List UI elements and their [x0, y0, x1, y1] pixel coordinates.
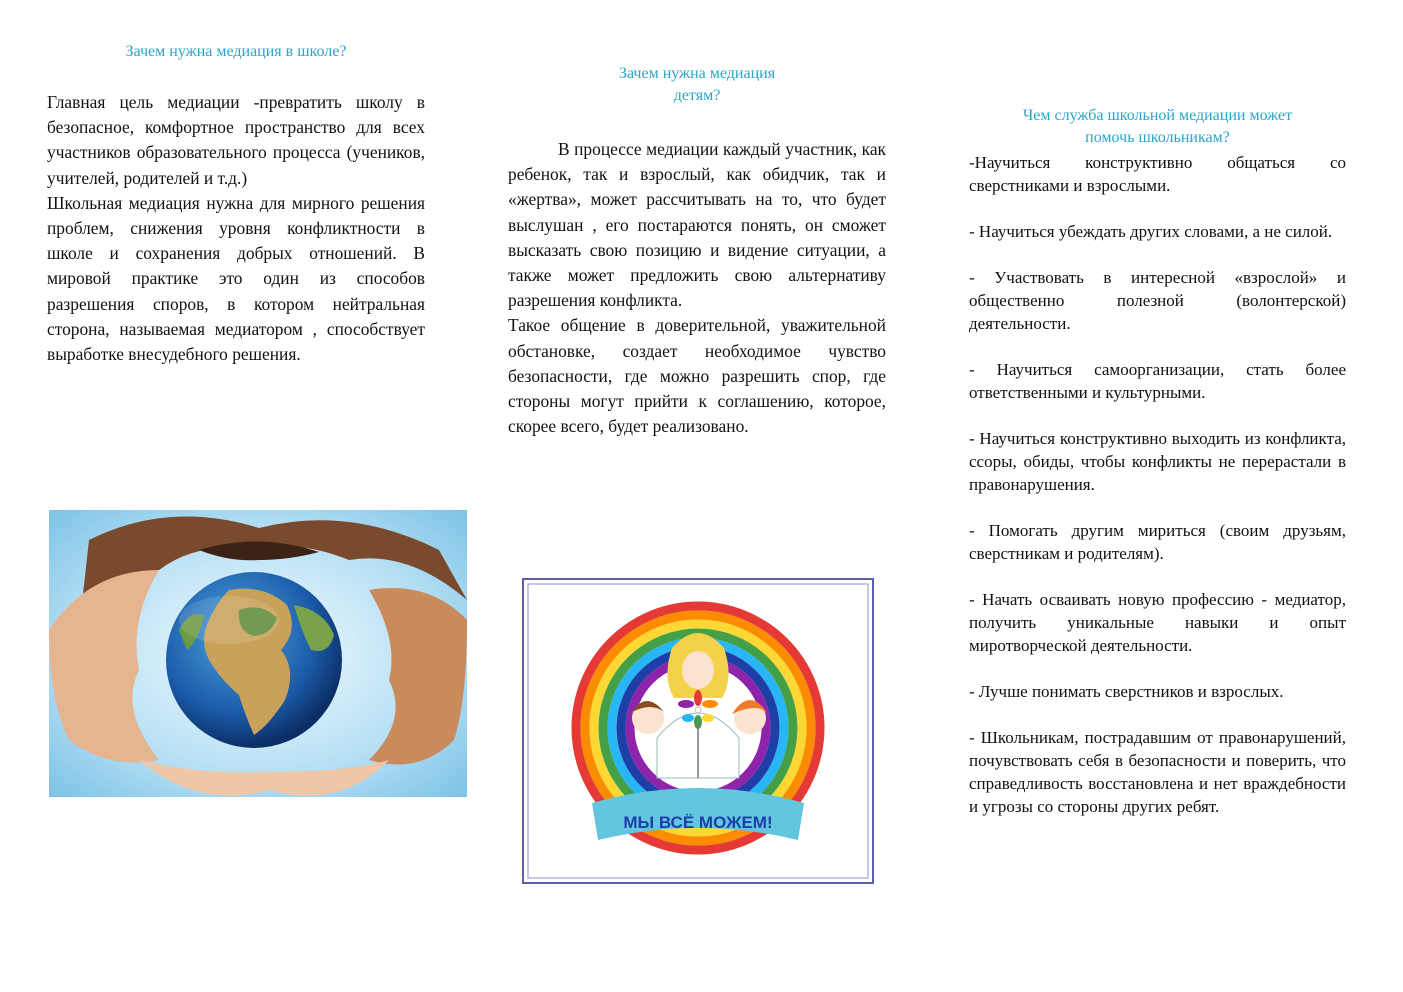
list-item: - Помогать другим мириться (своим друзьям, сверстникам и родителям). [969, 521, 1346, 563]
list-item: - Научиться убеждать других словами, а не силой. [969, 222, 1333, 241]
column-1-paragraph-1: Главная цель медиации -превратить школу в безопасное, комфортное пространство для всех участников образовательного процесса (учеников, учителей, родителей и т.д.) [47, 92, 425, 188]
benefits-list [969, 151, 1346, 818]
column-2-paragraph-2: Такое общение в доверительной, уважительной обстановке, создает необходимое чувство безопасности, где можно разрешить спор, где стороны могут прийти к соглашению, которое, скорее всего, будет реализовано. [508, 315, 886, 437]
column-2-heading-line-2: детям? [673, 87, 721, 104]
list-item: - Участвовать в интересной «взрослой» и общественно полезной (волонтерской) деятельности. [969, 268, 1346, 333]
column-3 [969, 105, 1346, 841]
column-1 [47, 40, 425, 367]
column-2-paragraph-1: В процессе медиации каждый участник, как ребенок, так и взрослый, как обидчик, так и «жертва», может рассчитывать на то, что будет выслушан , его постараются понять, он сможет высказать свою позицию и видение ситуации, а также может предложить свою альтернативу разрешения конфликта. [508, 139, 886, 311]
list-item: - Научиться конструктивно выходить из конфликта, ссоры, обиды, чтобы конфликты не перерастали в правонарушения. [969, 429, 1346, 494]
list-item: - Начать осваивать новую профессию - медиатор, получить уникальные навыки и опыт миротворческой деятельности. [969, 590, 1346, 655]
list-item: - Школьникам, пострадавшим от правонарушений, почувствовать себя в безопасности и поверить, что справедливость восстановлена и нет враждебности и угрозы со стороны других ребят. [969, 728, 1346, 816]
list-item: - Научиться самоорганизации, стать более ответственными и культурными. [969, 360, 1346, 402]
column-2 [508, 63, 886, 439]
rainbow-logo-image [522, 578, 874, 884]
column-3-heading-line-1: Чем служба школьной медиации может [1022, 107, 1293, 124]
column-3-heading-line-2: помочь школьникам? [1085, 129, 1230, 146]
rainbow-logo-text: МЫ ВСЁ МОЖЕМ! [623, 813, 773, 832]
column-1-paragraph-2: Школьная медиация нужна для мирного решения проблем, снижения уровня конфликтности в школе и сохранения добрых отношений. В мировой практике это один из способов разрешения споров, в котором нейтральная сторона, называемая медиатором , способствует выработке внесудебного решения. [47, 192, 425, 365]
list-item: -Научиться конструктивно общаться со сверстниками и взрослыми. [969, 153, 1346, 195]
globe-hands-image [49, 510, 467, 797]
list-item: - Лучше понимать сверстников и взрослых. [969, 682, 1284, 701]
column-1-heading: Зачем нужна медиация в школе? [125, 43, 347, 60]
column-2-heading-line-1: Зачем нужна медиация [618, 65, 776, 82]
